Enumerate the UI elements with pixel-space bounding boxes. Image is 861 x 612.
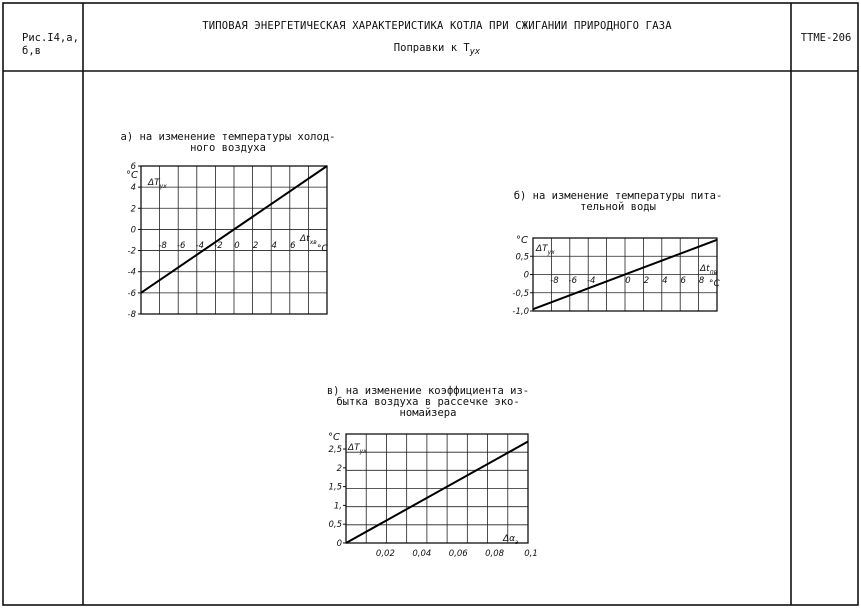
subtitle-subscript: ух <box>469 47 481 58</box>
x-tick-label: 0,06 <box>448 549 468 559</box>
y-tick-label: 1, <box>333 501 342 512</box>
y-tick-label: 0,5 <box>328 520 342 531</box>
chart-a-y-axis-label: $\Delta T_{ух}$ <box>148 178 167 190</box>
x-tick-label: 6 <box>680 276 686 286</box>
x-tick-label: -4 <box>195 241 205 251</box>
y-tick-label: 0 <box>336 539 342 549</box>
chart-c-y-axis-label: $\Delta T_{ух}$ <box>348 443 367 455</box>
y-tick-label: -1,0 <box>512 307 529 317</box>
figure-label: Рис.I4,а, б,в <box>22 32 79 57</box>
document-code: ТТМЕ-206 <box>800 32 852 44</box>
chart-c-unit-label: °C <box>328 432 340 443</box>
y-tick-label: -2 <box>127 246 136 257</box>
x-tick-label: 2 <box>643 276 650 286</box>
y-tick-label: -0,5 <box>512 288 529 299</box>
x-tick-label: -6 <box>568 276 578 286</box>
chart-b-caption: б) на изменение температуры пита- тельной воды <box>513 190 723 213</box>
subtitle-text: Поправки к Т <box>393 42 470 54</box>
chart-b-unit-label: °C <box>516 235 528 246</box>
y-tick-label: 0,5 <box>515 252 529 263</box>
y-tick-label: 6 <box>130 162 136 172</box>
chart-a-unit-label: °C <box>126 170 138 181</box>
y-tick-label: 4 <box>130 183 136 194</box>
x-tick-label: 0 <box>625 276 631 286</box>
chart-b <box>512 235 720 317</box>
x-tick-label: -8 <box>550 276 559 286</box>
page-title: ТИПОВАЯ ЭНЕРГЕТИЧЕСКАЯ ХАРАКТЕРИСТИКА КОТЛА ПРИ СЖИГАНИИ ПРИРОДНОГО ГАЗА <box>202 20 672 32</box>
y-tick-label: 2 <box>130 204 136 215</box>
chart-c-x-axis-label: $\Delta\alpha_э$ <box>503 534 519 546</box>
x-tick-label: 0,08 <box>485 549 505 559</box>
x-tick-label: 0,02 <box>375 549 395 559</box>
y-tick-label: -8 <box>127 310 136 320</box>
chart-a <box>126 162 329 320</box>
x-tick-label: 4 <box>662 276 668 286</box>
x-tick-label: 0 <box>234 241 240 251</box>
chart-a-caption: а) на изменение температуры холод- ного воздуха <box>120 131 336 154</box>
chart-c <box>328 432 538 559</box>
chart-c-series-line <box>346 442 528 543</box>
x-tick-label: -8 <box>158 241 167 251</box>
chart-b-x-axis-label: $\Delta t_{пв}$ <box>700 264 718 276</box>
chart-b-y-axis-label: $\Delta T_{ух}$ <box>536 244 555 256</box>
x-tick-label: 6 <box>290 241 296 251</box>
x-tick-label: -6 <box>176 241 186 251</box>
x-tick-label: -4 <box>586 276 596 286</box>
x-tick-label: 0,04 <box>412 549 432 559</box>
x-tick-label: 0,1 <box>524 549 538 559</box>
x-tick-label: 4 <box>271 241 277 251</box>
x-tick-label: 8 <box>698 276 705 286</box>
chart-a-x-unit: °C <box>317 244 328 254</box>
x-tick-label: 2 <box>252 241 259 251</box>
y-tick-label: -6 <box>127 288 136 299</box>
y-tick-label: 2 <box>336 463 342 474</box>
y-tick-label: 2,5 <box>328 445 342 456</box>
y-tick-label: 0 <box>523 270 529 281</box>
chart-a-x-axis-label: $\Delta t_{хв}$ <box>300 234 317 246</box>
chart-c-caption: в) на изменение коэффициента из- бытка воздуха в рассечке эко- номайзера <box>326 385 530 419</box>
y-tick-label: -4 <box>127 267 136 278</box>
y-tick-label: 1,5 <box>328 482 342 493</box>
x-tick-label: -2 <box>214 241 223 251</box>
chart-b-x-unit: °C <box>709 279 720 289</box>
y-tick-label: 0 <box>130 225 136 236</box>
